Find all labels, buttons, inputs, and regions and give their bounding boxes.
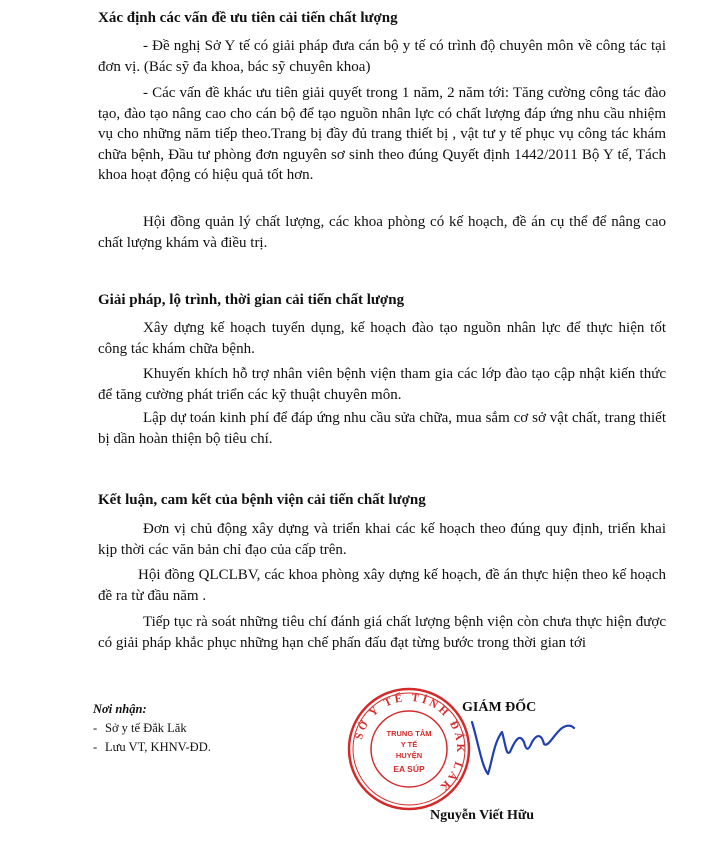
handwritten-signature bbox=[468, 712, 578, 782]
paragraph: - Các vấn đề khác ưu tiên giải quyết trong 1 năm, 2 năm tới: Tăng cường công tác đào tạo, đào tạo nâng cao cho cán bộ để tạo nguồn nhân lực có chất lượng đáp ứng nhu cầu nhiệm vụ cho những năm tiếp theo.Trang bị đầy đủ trang thiết bị , vật tư y tế phục vụ công tác khám chữa bệnh, Đầu tư phòng đơn nguyên sơ sinh theo đúng Quyết định 1442/2011 Bộ Y tế, Tách khoa hoạt động có hiệu quả tốt hơn. bbox=[98, 85, 666, 183]
svg-text:SỞ Y TẾ TỈNH ĐẮK LẮK: SỞ Y TẾ TỈNH ĐẮK LẮK bbox=[352, 691, 467, 795]
paragraph: Khuyến khích hỗ trợ nhân viên bệnh viện tham gia các lớp đào tạo cập nhật kiến thức để tăng cường phát triển các kỹ thuật chuyên môn. bbox=[98, 366, 666, 403]
paragraph: - Đề nghị Sở Y tế có giải pháp đưa cán bộ y tế có trình độ chuyên môn về công tác tại đơn vị. (Bác sỹ đa khoa, bác sỹ chuyên khoa) bbox=[98, 38, 666, 75]
svg-text:EA SÚP: EA SÚP bbox=[393, 764, 425, 774]
paragraph: Xây dựng kế hoạch tuyển dụng, kế hoạch đào tạo nguồn nhân lực để thực hiện tốt công tác khám chữa bệnh. bbox=[98, 320, 666, 357]
svg-text:Y TẾ: Y TẾ bbox=[400, 740, 418, 749]
recipients-block bbox=[93, 700, 211, 757]
paragraph: Hội đồng quản lý chất lượng, các khoa phòng có kế hoạch, đề án cụ thể để nâng cao chất lượng khám và điều trị. bbox=[98, 214, 666, 251]
recipient-item: - Sở y tế Đắk Lăk bbox=[93, 721, 187, 735]
paragraph: Hội đồng QLCLBV, các khoa phòng xây dựng kế hoạch, đề án thực hiện theo kế hoạch đề ra từ đầu năm . bbox=[98, 567, 666, 604]
paragraph: Tiếp tục rà soát những tiêu chí đánh giá chất lượng bệnh viện còn chưa thực hiện được có giải pháp khắc phục những hạn chế phấn đấu đạt từng bước trong thời gian tới bbox=[98, 614, 666, 651]
recipients-title: Nơi nhận: bbox=[93, 702, 147, 716]
svg-text:HUYỆN: HUYỆN bbox=[395, 751, 423, 760]
paragraph: Đơn vị chủ động xây dựng và triển khai các kế hoạch theo đúng quy định, triển khai kịp thời các văn bản chỉ đạo của cấp trên. bbox=[98, 521, 666, 558]
recipient-item: - Lưu VT, KHNV-ĐD. bbox=[93, 740, 211, 754]
section-heading-conclusion: Kết luận, cam kết của bệnh viện cải tiến chất lượng bbox=[98, 492, 426, 508]
signer-name: Nguyễn Viết Hữu bbox=[430, 808, 535, 823]
paragraph: Lập dự toán kinh phí để đáp ứng nhu cầu sửa chữa, mua sắm cơ sở vật chất, trang thiết bị dần hoàn thiện bộ tiêu chí. bbox=[98, 410, 666, 447]
official-stamp bbox=[344, 684, 474, 814]
signer-title: GIÁM ĐỐC bbox=[462, 700, 537, 715]
svg-text:TRUNG TÂM: TRUNG TÂM bbox=[386, 729, 432, 738]
section-heading-solutions: Giải pháp, lộ trình, thời gian cải tiến chất lượng bbox=[98, 292, 405, 308]
section-heading-priorities: Xác định các vấn đề ưu tiên cải tiến chất lượng bbox=[98, 10, 398, 26]
